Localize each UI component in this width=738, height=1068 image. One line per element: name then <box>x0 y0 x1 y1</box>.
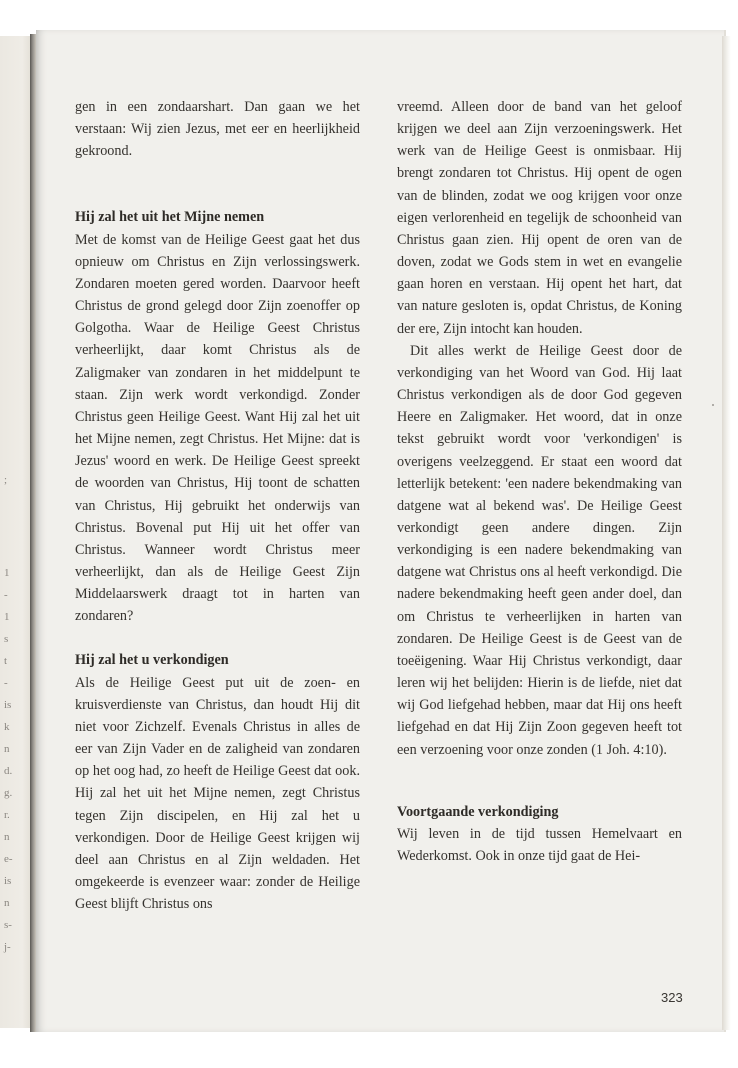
paragraph: gen in een zondaarshart. Dan gaan we het verstaan: Wij zien Jezus, met eer en heerlijkheid gekroond. <box>75 99 360 160</box>
margin-fragment: d. <box>4 765 13 777</box>
paragraph: Als de Heilige Geest put uit de zoen- en kruisverdienste van Christus, dan houdt Hij dit niet voor Zichzelf. Evenals Christus in alles de eer van Zijn Vader en de zaligheid van zondaren op het oog had, zo heeft de Heilige Geest dat ook. Hij zal het uit het Mijne nemen, zegt Christus tegen Zijn discipelen, en Hij zal het u verkondigen. Door de Heilige Geest krijgen wij deel aan Christus en al Zijn weldaden. Het omgekeerde is evenzeer waar: zonder de Heilige Geest blijft Christus ons <box>75 674 360 913</box>
paragraph: vreemd. Alleen door de band van het geloof krijgen we deel aan Zijn verzoeningswerk. Het werk van de Heilige Geest is onmisbaar. Hij brengt zondaren tot Christus. Hij opent de ogen van de blinden, zodat we oog krijgen voor onze eigen verlorenheid en tegelijk de schoonheid van Christus gaan zien. Hij opent de oren van de doven, zodat we Gods stem in wet en evangelie gaan horen en verstaan. Hij opent het hart, dat van nature gesloten is, opdat Christus, de Koning der ere, Zijn intocht kan houden. <box>397 99 682 337</box>
margin-fragment: is <box>4 875 12 887</box>
paragraph: Wij leven in de tijd tussen Hemelvaart en Wederkomst. Ook in onze tijd gaat de Hei- <box>397 825 682 864</box>
margin-fragment: t <box>4 655 8 667</box>
previous-page-edge <box>0 36 32 1028</box>
section-heading: Hij zal het uit het Mijne nemen <box>75 209 265 226</box>
margin-fragment: 1 <box>4 567 10 579</box>
margin-fragment: n <box>4 897 10 909</box>
margin-fragment: - <box>4 589 8 601</box>
section-heading: Voortgaande verkondiging <box>397 803 559 820</box>
margin-fragment: e- <box>4 853 13 865</box>
paragraph: Dit alles werkt de Heilige Geest door de verkondiging van het Woord van God. Hij laat Christus verkondigen als de door God gegeven Heere en Zaligmaker. Het woord, dat in onze tekst gebruikt wordt voor 'verkondigen' is overigens veelzeggend. Er staat een woord dat letterlijk betekent: 'een nadere bekendmaking van datgene wat al bekend was'. De Heilige Geest verkondigt geen andere dingen. Zijn verkondiging is een nadere bekendmaking van datgene wat Christus ons al heeft verkondigd. Die nadere bekendmaking heeft geen ander doel, dan om Christus te verheerlijken in harten van zondaren. De Heilige Geest is de Geest van de toeëigening. Waar Hij Christus verkondigt, daar leren wij het belijden: Hierin is de liefde, niet dat wij God liefgehad hebben, maar dat Hij ons heeft liefgehad en dat Hij Zijn Zoon gegeven heeft tot een verzoening voor onze zonden (1 Joh. 4:10). <box>397 342 682 758</box>
margin-fragment: s- <box>4 919 12 931</box>
page-number: 323 <box>661 990 683 1005</box>
margin-fragment: ; <box>4 474 8 486</box>
margin-fragment: n <box>4 743 10 755</box>
margin-fragment: is <box>4 699 12 711</box>
margin-fragment: r. <box>4 809 10 821</box>
paper-speck <box>712 404 714 406</box>
text-column-left <box>75 96 360 915</box>
margin-fragment: 1 <box>4 611 10 623</box>
margin-fragment: g. <box>4 787 13 799</box>
margin-fragment: n <box>4 831 10 843</box>
paragraph: Met de komst van de Heilige Geest gaat het dus opnieuw om Christus en Zijn verlossingswerk. Zondaren moeten gered worden. Daarvoor heeft Christus de grond gelegd door Zijn zoenoffer op Golgotha. Waar de Heilige Geest Christus verheerlijkt, daar komt Christus als de Zaligmaker van zondaren in het middelpunt te staan. Zijn werk wordt verkondigd. Zonder Christus geen Heilige Geest. Want Hij zal het uit het Mijne nemen, zegt Christus. Het Mijne: dat is Jezus' woord en werk. De Heilige Geest spreekt de woorden van Christus, Hij toont de schatten van Christus, Hij gebruikt het onderwijs van Christus. Bovenal put Hij uit het offer van Christus. Wanneer wordt Christus meer verheerlijkt, dan als de Heilige Geest Zijn Middelaarswerk draagt tot in harten van zondaren? <box>75 231 360 625</box>
margin-fragment: j- <box>4 941 11 953</box>
text-column-right <box>397 96 682 867</box>
page-edge <box>722 36 731 1030</box>
margin-fragment: s <box>4 633 9 645</box>
margin-fragment: k <box>4 721 10 733</box>
margin-fragment: - <box>4 677 8 689</box>
section-heading: Hij zal het u verkondigen <box>75 652 229 669</box>
